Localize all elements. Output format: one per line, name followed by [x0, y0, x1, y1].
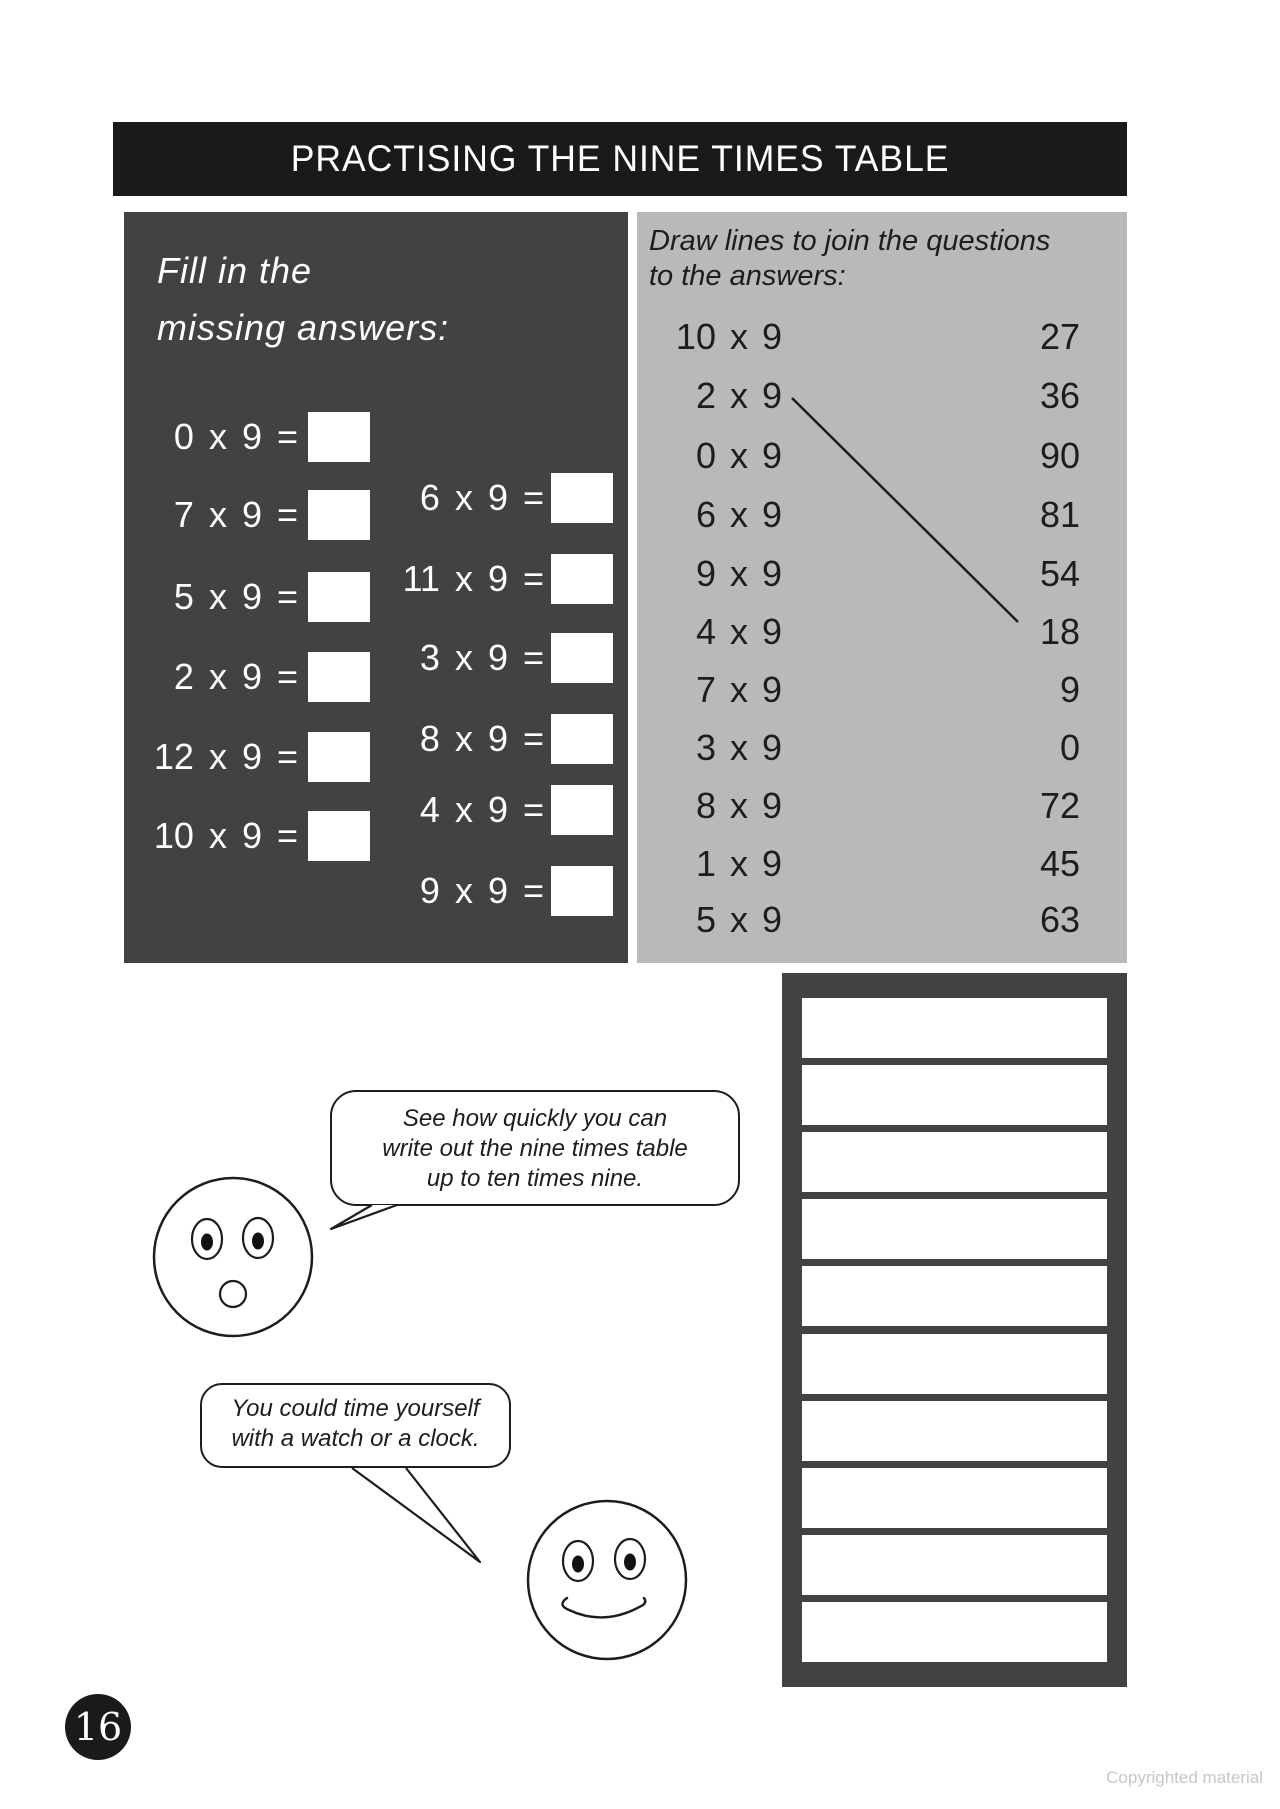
answer-box: [308, 732, 370, 782]
matching-heading-line1: Draw lines to join the questions: [649, 225, 1051, 257]
answer-label: 81: [1039, 494, 1080, 535]
writing-row: [802, 1065, 1107, 1125]
question-label: 7 x 9: [695, 669, 782, 710]
equation-row: [128, 572, 370, 622]
equation-label: 12 x 9 =: [153, 736, 298, 777]
match-row: [657, 554, 1080, 594]
equation-label: 9 x 9 =: [419, 870, 544, 911]
question-label: 1 x 9: [695, 843, 782, 884]
answer-label: 0: [1059, 727, 1080, 768]
writing-row: [802, 1401, 1107, 1461]
equation-label: 6 x 9 =: [419, 477, 544, 518]
match-row: [657, 844, 1080, 884]
equation-label: 0 x 9 =: [173, 416, 298, 457]
question-label: 6 x 9: [695, 494, 782, 535]
answer-box: [551, 633, 613, 683]
match-row: [657, 436, 1080, 476]
equation-label: 11 x 9 =: [402, 558, 544, 599]
equation-row: [374, 554, 613, 604]
answer-label: 9: [1059, 669, 1080, 710]
equation-row: [374, 633, 613, 683]
question-label: 4 x 9: [695, 611, 782, 652]
equation-row: [128, 490, 370, 540]
writing-row: [802, 1602, 1107, 1662]
page-title: PRACTISING THE NINE TIMES TABLE: [290, 138, 950, 179]
copyright-watermark: Copyrighted material: [1106, 1768, 1263, 1787]
equation-label: 3 x 9 =: [419, 637, 544, 678]
answer-box: [551, 866, 613, 916]
matching-heading: [649, 224, 1050, 294]
match-row: [657, 728, 1080, 768]
speech-bubble-2: [200, 1383, 511, 1468]
answer-box: [308, 652, 370, 702]
answer-box: [551, 714, 613, 764]
match-row: [657, 612, 1080, 652]
equation-label: 2 x 9 =: [173, 656, 298, 697]
writing-row: [802, 1535, 1107, 1595]
page-header: [113, 122, 1127, 196]
speech-bubble-1: [330, 1090, 740, 1206]
answer-label: 36: [1039, 375, 1080, 416]
smiley-face: [525, 1498, 691, 1664]
page-number: 16: [73, 1705, 123, 1749]
answer-box: [308, 490, 370, 540]
speech-bubble-1-line2: write out the nine times table: [382, 1135, 688, 1162]
matching-panel: [637, 212, 1127, 963]
question-label: 8 x 9: [695, 785, 782, 826]
fill-in-panel: [124, 212, 628, 963]
answer-box: [308, 572, 370, 622]
writing-table: [782, 973, 1127, 1687]
surprised-face: [148, 1172, 318, 1342]
page-number-badge: [65, 1694, 131, 1760]
answer-label: 45: [1039, 843, 1080, 884]
speech-bubble-2-line2: with a watch or a clock.: [231, 1425, 480, 1452]
writing-row: [802, 1334, 1107, 1394]
question-label: 2 x 9: [695, 375, 782, 416]
equation-row: [374, 785, 613, 835]
answer-box: [551, 554, 613, 604]
match-row: [657, 900, 1080, 940]
equation-row: [374, 714, 613, 764]
equation-label: 7 x 9 =: [173, 494, 298, 535]
speech-bubble-2-line1: You could time yourself: [231, 1395, 480, 1422]
answer-label: 54: [1039, 553, 1080, 594]
answer-box: [551, 785, 613, 835]
answer-box: [308, 412, 370, 462]
match-row: [657, 317, 1080, 357]
match-row: [657, 670, 1080, 710]
answer-label: 90: [1039, 435, 1080, 476]
fill-in-heading: [157, 242, 449, 356]
question-label: 9 x 9: [695, 553, 782, 594]
equation-row: [128, 811, 370, 861]
fill-in-heading-line1: Fill in the: [157, 250, 313, 291]
equation-label: 5 x 9 =: [173, 576, 298, 617]
writing-row: [802, 998, 1107, 1058]
speech-bubble-2-tail: [340, 1466, 490, 1566]
equation-label: 10 x 9 =: [153, 815, 298, 856]
match-row: [657, 376, 1080, 416]
fill-in-heading-line2: missing answers:: [157, 307, 450, 348]
match-row: [657, 495, 1080, 535]
equation-row: [128, 412, 370, 462]
answer-label: 72: [1039, 785, 1080, 826]
equation-row: [128, 732, 370, 782]
answer-label: 27: [1039, 316, 1080, 357]
answer-box: [551, 473, 613, 523]
writing-row: [802, 1266, 1107, 1326]
answer-label: 63: [1039, 899, 1080, 940]
equation-row: [128, 652, 370, 702]
question-label: 10 x 9: [675, 316, 782, 357]
equation-row: [374, 473, 613, 523]
speech-bubble-1-line1: See how quickly you can: [402, 1105, 668, 1132]
equation-label: 4 x 9 =: [419, 789, 544, 830]
writing-row: [802, 1468, 1107, 1528]
writing-row: [802, 1132, 1107, 1192]
speech-bubble-1-line3: up to ten times nine.: [426, 1165, 644, 1192]
answer-label: 18: [1039, 611, 1080, 652]
matching-heading-line2: to the answers:: [649, 260, 846, 292]
question-label: 5 x 9: [695, 899, 782, 940]
writing-row: [802, 1199, 1107, 1259]
question-label: 3 x 9: [695, 727, 782, 768]
equation-row: [374, 866, 613, 916]
match-row: [657, 786, 1080, 826]
equation-label: 8 x 9 =: [419, 718, 544, 759]
answer-box: [308, 811, 370, 861]
question-label: 0 x 9: [695, 435, 782, 476]
